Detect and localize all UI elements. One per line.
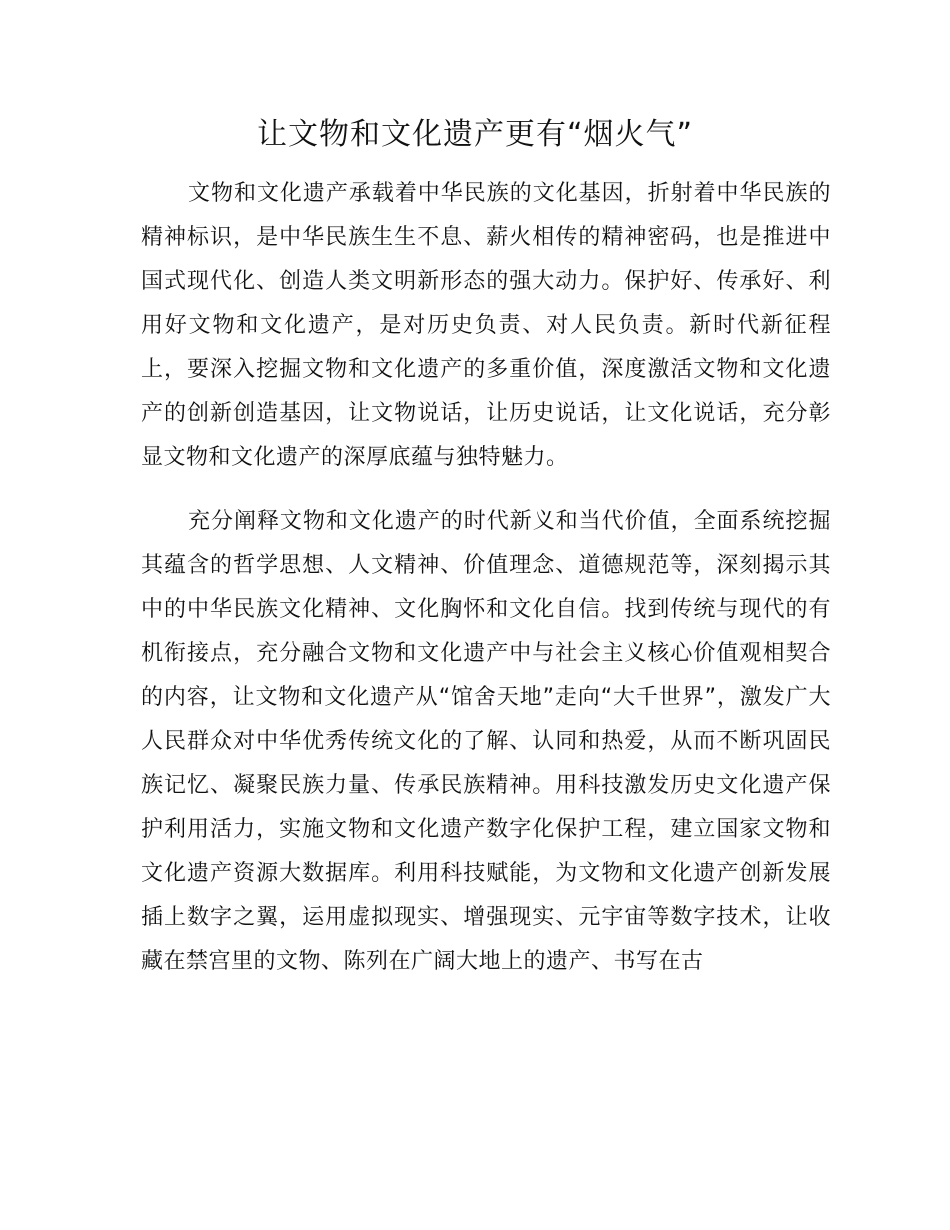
document-body (141, 172, 831, 1004)
paragraph-2: 充分阐释文物和文化遗产的时代新义和当代价值，全面系统挖掘其蕴含的哲学思想、人文精神、价值理念、道德规范等，深刻揭示其中的中华民族文化精神、文化胸怀和文化自信。找到传统与现代的有机衔接点，充分融合文物和文化遗产中与社会主义核心价值观相契合的内容，让文物和文化遗产从“馆舍天地”走向“大千世界”，激发广大人民群众对中华优秀传统文化的了解、认同和热爱，从而不断巩固民族记忆、凝聚民族力量、传承民族精神。用科技激发历史文化遗产保护利用活力，实施文物和文化遗产数字化保护工程，建立国家文物和文化遗产资源大数据库。利用科技赋能，为文物和文化遗产创新发展插上数字之翼，运用虚拟现实、增强现实、元宇宙等数字技术，让收藏在禁宫里的文物、陈列在广阔大地上的遗产、书写在古 (141, 509, 831, 974)
paragraph-1: 文物和文化遗产承载着中华民族的文化基因，折射着中华民族的精神标识，是中华民族生生不息、薪火相传的精神密码，也是推进中国式现代化、创造人类文明新形态的强大动力。保护好、传承好、利用好文物和文化遗产，是对历史负责、对人民负责。新时代新征程上，要深入挖掘文物和文化遗产的多重价值，深度激活文物和文化遗产的创新创造基因，让文物说话，让历史说话，让文化说话，充分彰显文物和文化遗产的深厚底蕴与独特魅力。 (141, 181, 831, 470)
document-title: 让文物和文化遗产更有“烟火气” (256, 117, 694, 152)
